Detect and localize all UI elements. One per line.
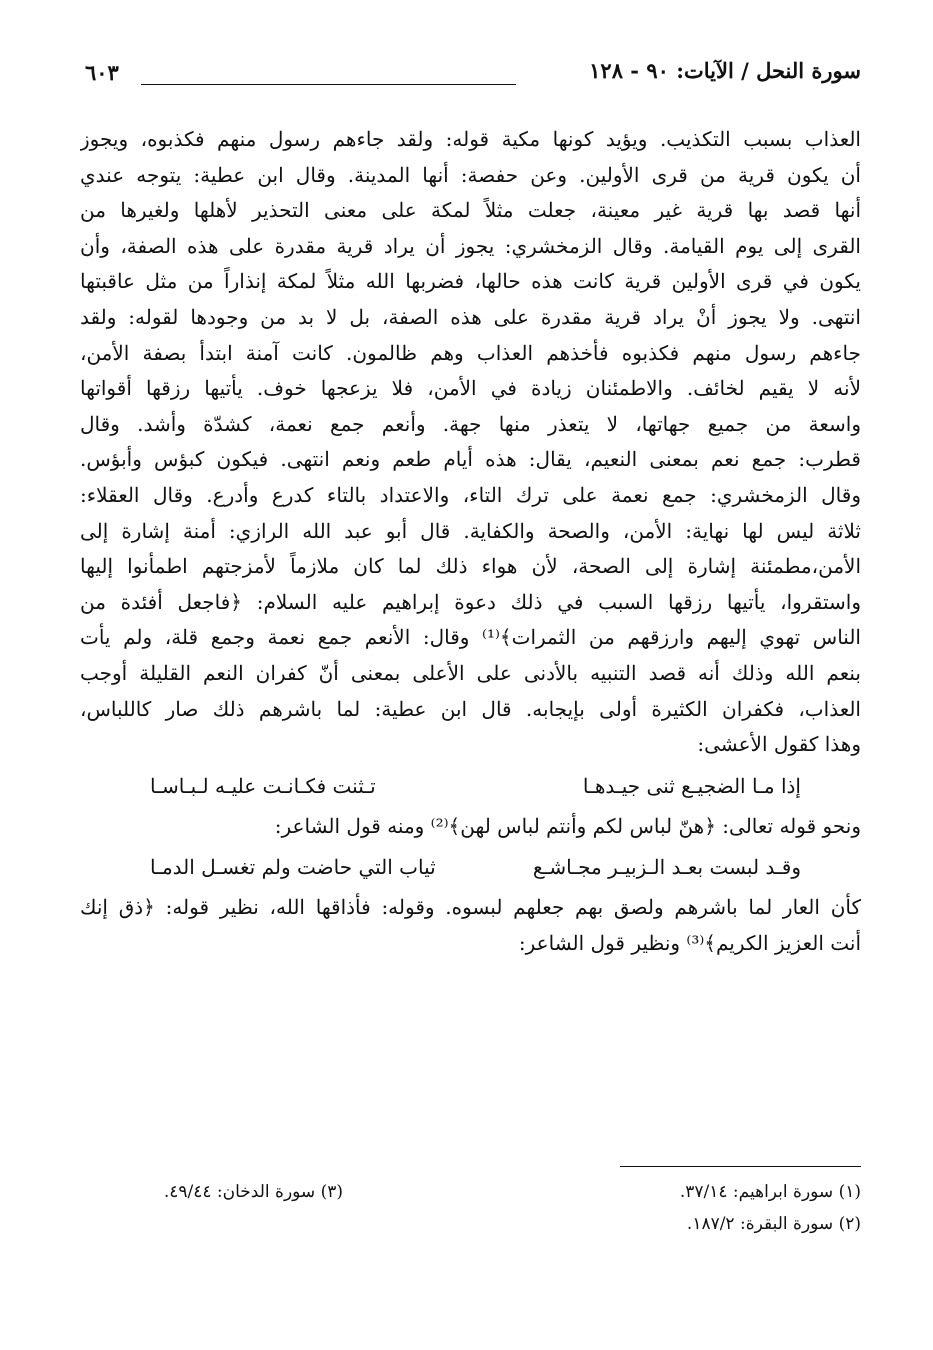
text-line: وقال الزمخشري: جمع نعمة على ترك التاء، والاعتداد بالتاء كدرع وأدرع. وقال العقلاء:	[80, 482, 861, 507]
verse-second-hemistich: تـثنت فكـانـت عليـه لـبـاسـا	[150, 773, 376, 798]
text-line: لأنه لا يقيم لخائف. والاطمئنان زيادة في الأمن، فلا يزعجها خوف. يأتيها رزقها أقواتها	[80, 376, 861, 401]
text-line: واسعة من جميع جهاتها، لا يتعذر منها جهة. وأنعم جمع نعمة، كشدّة وأشد. وقال	[80, 411, 861, 436]
footnote: (٣) سورة الدخان: ٤٩/٤٤.	[163, 1182, 343, 1202]
text-line: الأمن،مطمئنة إشارة إلى الصحة، لأن هواء ذلك لما كان ملازماً لأمزجتهم اطمأنوا إليها	[80, 554, 861, 579]
text-line: القرى إلى يوم القيامة. وقال الزمخشري: يجوز أن يراد قرية مقدرة على هذه الصفة، وأن	[80, 233, 861, 258]
footnote: (١) سورة ابراهيم: ٣٧/١٤.	[679, 1182, 861, 1202]
verse-second-hemistich: ثياب التي حاضت ولم تغسـل الدمـا	[150, 855, 436, 880]
page-header	[85, 58, 861, 98]
text-line: واستقروا، يأتيها رزقها السبب في ذلك دعوة إبراهيم عليه السلام: ﴿فاجعل أفئدة من	[80, 589, 861, 614]
text-line: العذاب، فكفران الكثيرة أولى بإيجابه. قال ابن عطية: لما باشرهم ذلك صار كاللباس،	[80, 696, 861, 721]
footnote-rule	[620, 1166, 861, 1167]
text-line: الناس تهوي إليهم وارزقهم من الثمرات﴾⁽¹⁾ وقال: الأنعم جمع نعمة وجمع قلة، ولم يأت	[80, 625, 861, 650]
text-line: أن يكون قرية من قرى الأولين. وعن حفصة: أنها المدينة. وقال ابن عطية: يتوجه عندي	[80, 162, 861, 187]
header-rule	[141, 84, 516, 85]
text-line: قطرب: جمع نعم بمعنى النعيم، يقال: هذه أيام طعم ونعم انتهى. فيكون كبؤس وأبؤس.	[80, 447, 861, 472]
page-number: ٦٠٣	[85, 60, 119, 85]
text-line: ثلاثة ليس لها نهاية: الأمن، والصحة والكفاية. قال أبو عبد الله الرازي: أمنة إشارة إلى	[80, 518, 861, 543]
text-line: ونحو قوله تعالى: ﴿هنّ لباس لكم وأنتم لباس لهن﴾⁽²⁾ ومنه قول الشاعر:	[274, 813, 861, 838]
main-text	[80, 122, 861, 961]
running-title: سورة النحل / الآيات: ٩٠ - ١٢٨	[589, 58, 861, 83]
text-line: أنها قصد بها قرية غير معينة، جعلت مثلاً لمكة على معنى التحذير لأهلها ولغيرها من	[80, 198, 861, 223]
text-line: جاءهم رسول منهم فكذبوه فأخذهم العذاب وهم ظالمون. كانت آمنة ابتدأ بصفة الأمن،	[80, 340, 861, 365]
text-line: العذاب بسبب التكذيب. ويؤيد كونها مكية قوله: ولقد جاءهم رسول منهم فكذبوه، ويجوز	[80, 127, 861, 151]
poetry-verse-1	[80, 763, 861, 809]
verse-first-hemistich: إذا مـا الضجيـع ثنى جيـدهـا	[582, 773, 801, 798]
text-line: يكون في قرى الأولين قرية كانت هذه حالها، فضربها الله مثلاً لمكة إنذاراً من مثل عاقبتها	[80, 269, 861, 294]
text-line: أنت العزيز الكريم﴾⁽³⁾ ونظير قول الشاعر:	[518, 930, 861, 955]
text-line: وهذا كقول الأعشى:	[697, 732, 861, 757]
poetry-verse-2	[80, 844, 861, 890]
text-line: انتهى. ولا يجوز أنْ يراد قرية مقدرة على هذه الصفة، بل لا بد من وجودها لقوله: ولقد	[80, 304, 861, 329]
text-line: بنعم الله وذلك أنه قصد التنبيه بالأدنى على الأعلى بمعنى أنّ كفران النعم القليلة أوجب	[80, 660, 861, 685]
verse-first-hemistich: وقـد لبست بعـد الـزبيـر مجـاشـع	[532, 855, 801, 880]
footnote: (٢) سورة البقرة: ١٨٧/٢.	[686, 1214, 861, 1234]
text-line: كأن العار لما باشرهم ولصق بهم جعلهم لبسوه. وقوله: فأذاقها الله، نظير قوله: ﴿ذق إنك	[80, 895, 861, 920]
